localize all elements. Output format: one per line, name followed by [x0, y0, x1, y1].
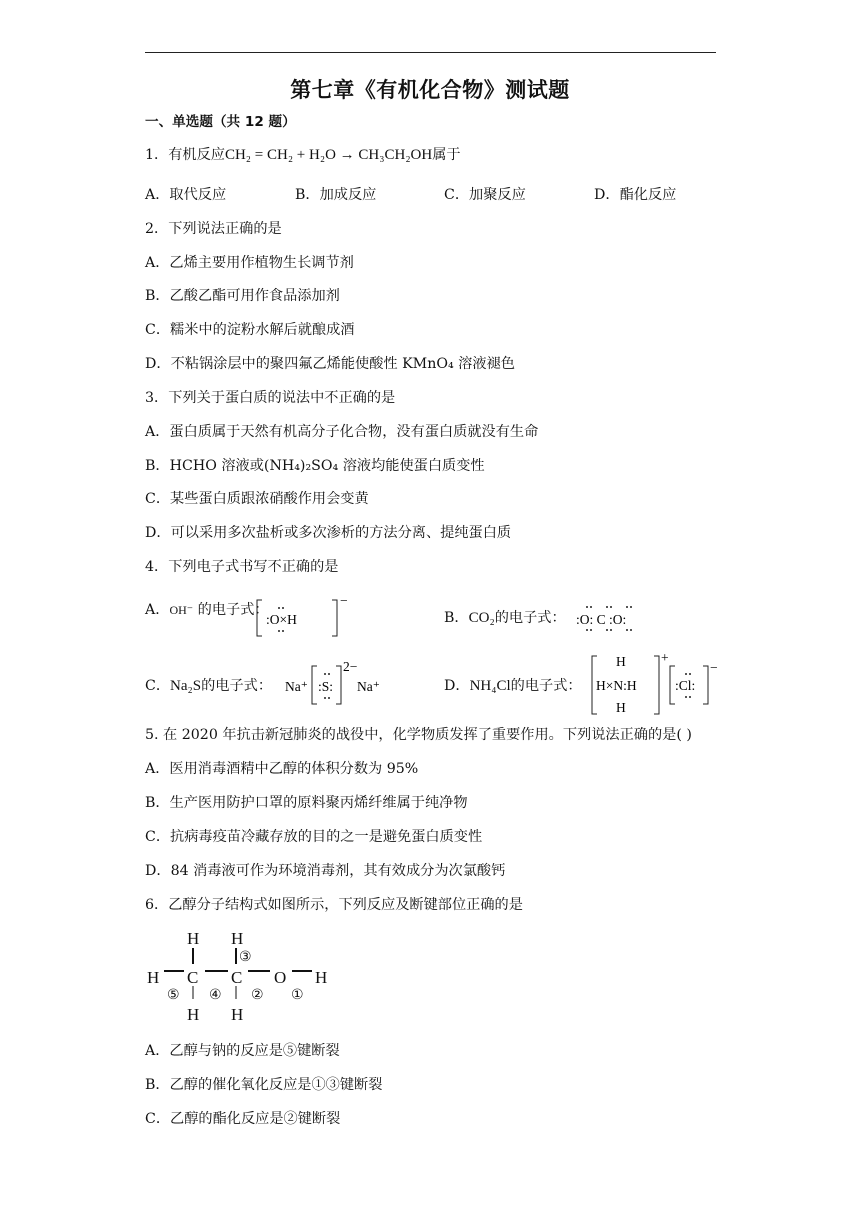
q2-option-b[interactable]: B．乙酸乙酯可用作食品添加剂: [145, 288, 340, 304]
ethanol-structure-diagram: [145, 926, 345, 1026]
q4-option-b-label: B．: [444, 610, 469, 626]
q3-option-b[interactable]: B．HCHO 溶液或(NH₄)₂SO₄ 溶液均能使蛋白质变性: [145, 458, 485, 474]
q4-d-h-bottom: H: [616, 700, 626, 715]
atom-h-bottom-2: H: [231, 1005, 244, 1024]
q6-option-b[interactable]: B．乙醇的催化氧化反应是①③键断裂: [145, 1077, 383, 1093]
bond-label-3: ③: [239, 949, 252, 965]
q5-option-a[interactable]: A．医用消毒酒精中乙醇的体积分数为 95%: [145, 761, 419, 777]
question-1-stem-post: 属于: [432, 147, 461, 163]
q1-option-d[interactable]: D．酯化反应: [594, 187, 677, 203]
q4-option-a[interactable]: [145, 600, 269, 620]
q3-option-d[interactable]: D．可以采用多次盐析或多次渗析的方法分离、提纯蛋白质: [145, 525, 512, 541]
q4-option-d-species: NH₄Cl: [469, 678, 511, 694]
question-6-stem: 6．乙醇分子结构式如图所示，下列反应及断键部位正确的是: [145, 897, 523, 913]
q4-option-a-text: 的电子式：: [197, 602, 269, 618]
q4-d-electron-dot: [586, 652, 718, 718]
atom-h-top-2: H: [231, 929, 244, 948]
q4-option-c-species: Na₂S: [170, 678, 202, 694]
q4-option-c[interactable]: [145, 676, 272, 696]
atom-h-left: H: [147, 968, 160, 987]
q4-d-cl: :Cl:: [675, 678, 696, 693]
bond-label-2: ②: [251, 987, 264, 1003]
q1-option-b[interactable]: B．加成反应: [295, 187, 377, 203]
q4-a-electron-dot: [254, 593, 348, 640]
atom-o: O: [274, 968, 287, 987]
q4-c-charge: 2−: [343, 659, 358, 674]
q3-option-a[interactable]: A．蛋白质属于天然有机高分子化合物，没有蛋白质就没有生命: [145, 424, 539, 440]
atom-h-right: H: [315, 968, 328, 987]
question-5-stem: 5. 在 2020 年抗击新冠肺炎的战役中，化学物质发挥了重要作用。下列说法正确的是( ): [145, 727, 692, 743]
q4-option-b-text: 的电子式：: [494, 610, 566, 626]
bond-label-1: ①: [291, 987, 304, 1003]
atom-h-top-1: H: [187, 929, 200, 948]
q4-c-formula: :S:: [318, 679, 334, 694]
q4-d-formula: H×N:H: [596, 678, 637, 693]
q4-option-d[interactable]: [444, 676, 582, 696]
q5-option-d[interactable]: D．84 消毒液可作为环境消毒剂，其有效成分为次氯酸钙: [145, 863, 506, 879]
q4-c-na2: Na⁺: [357, 679, 380, 694]
q4-option-c-text: 的电子式：: [201, 678, 273, 694]
page-title: 第七章《有机化合物》测试题: [290, 78, 570, 102]
question-1: [145, 145, 461, 165]
bond-label-4: ④: [209, 987, 222, 1003]
q4-option-b[interactable]: [444, 608, 566, 628]
q5-option-b[interactable]: B．生产医用防护口罩的原料聚丙烯纤维属于纯净物: [145, 795, 468, 811]
q6-option-a[interactable]: A．乙醇与钠的反应是⑤键断裂: [145, 1043, 340, 1059]
q4-b-electron-dot: [574, 598, 644, 638]
section-heading: 一、单选题（共 12 题）: [145, 114, 296, 130]
question-3-stem: 3．下列关于蛋白质的说法中不正确的是: [145, 390, 396, 406]
q3-option-c[interactable]: C．某些蛋白质跟浓硝酸作用会变黄: [145, 491, 369, 507]
q4-d-plus: +: [661, 650, 669, 665]
q4-a-charge: −: [340, 593, 348, 608]
q4-option-d-label: D．: [444, 678, 470, 694]
q4-option-c-label: C．: [145, 678, 171, 694]
question-4-stem: 4．下列电子式书写不正确的是: [145, 559, 339, 575]
q4-a-formula: :O×H: [266, 612, 297, 627]
q2-option-d[interactable]: D．不粘锅涂层中的聚四氟乙烯能使酸性 KMnO₄ 溶液褪色: [145, 356, 515, 372]
q4-option-d-text: 的电子式：: [510, 678, 582, 694]
q4-d-h-top: H: [616, 654, 626, 669]
q4-option-b-species: CO₂: [468, 610, 495, 626]
bond-label-5: ⑤: [167, 987, 180, 1003]
question-2-stem: 2．下列说法正确的是: [145, 221, 282, 237]
atom-c2: C: [231, 968, 243, 987]
q2-option-c[interactable]: C．糯米中的淀粉水解后就酿成酒: [145, 322, 355, 338]
atom-c1: C: [187, 968, 199, 987]
question-1-equation: CH₂ = CH₂ + H₂O → CH₃CH₂OH: [224, 147, 433, 163]
header-rule: [145, 52, 716, 53]
question-1-stem-pre: 1．有机反应: [145, 147, 225, 163]
q1-option-a[interactable]: A．取代反应: [145, 187, 227, 203]
q4-c-na1: Na⁺: [285, 679, 308, 694]
q4-d-minus: −: [710, 660, 718, 675]
q4-option-a-label: A．: [145, 602, 170, 618]
q5-option-c[interactable]: C．抗病毒疫苗冷藏存放的目的之一是避免蛋白质变性: [145, 829, 483, 845]
atom-h-bottom-1: H: [187, 1005, 200, 1024]
q4-c-electron-dot: [283, 660, 393, 708]
q4-option-a-species: OH⁻: [169, 603, 194, 617]
q6-option-c[interactable]: C．乙醇的酯化反应是②键断裂: [145, 1111, 341, 1127]
q2-option-a[interactable]: A．乙烯主要用作植物生长调节剂: [145, 255, 354, 271]
q4-b-formula: :O: C :O:: [576, 612, 627, 627]
q1-option-c[interactable]: C．加聚反应: [444, 187, 526, 203]
